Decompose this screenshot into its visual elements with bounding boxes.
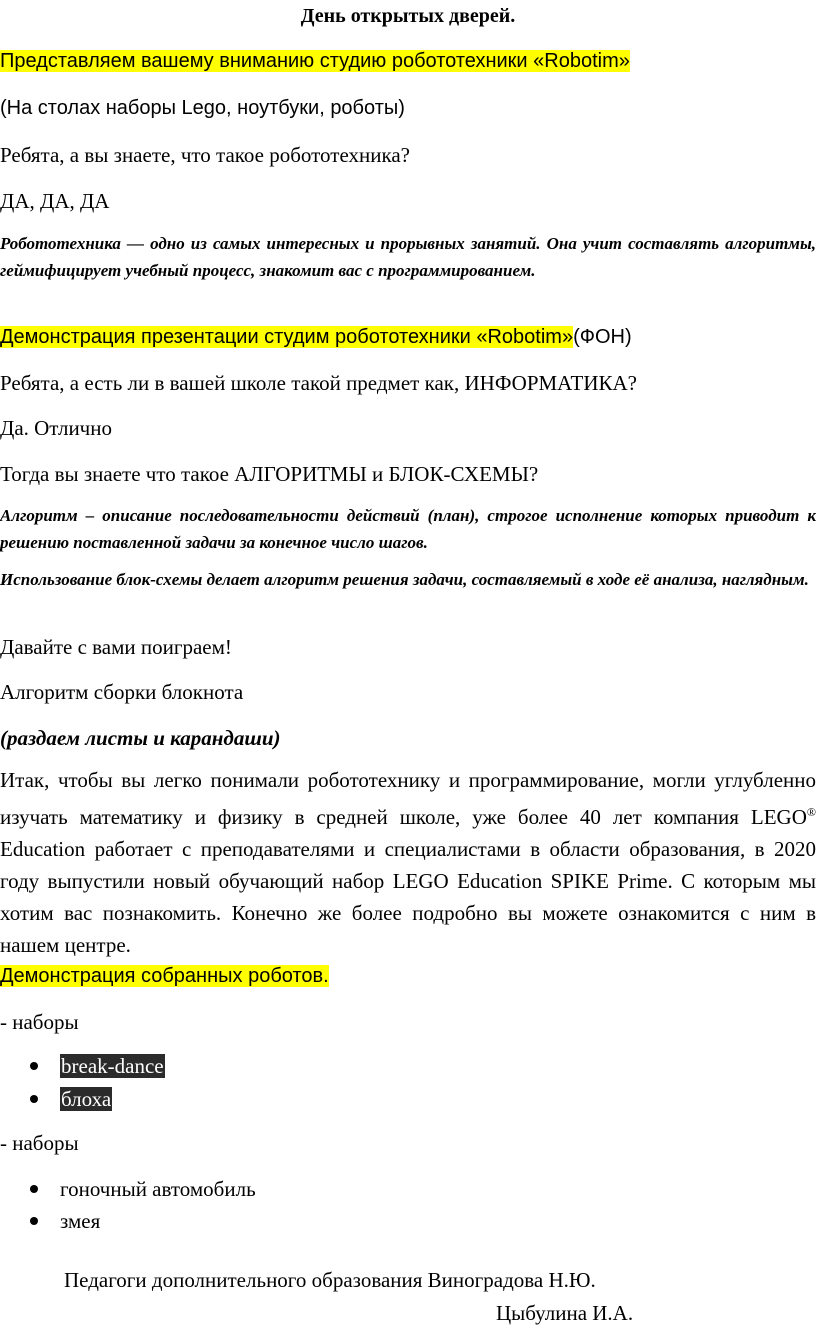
paragraph-question-robotics: Ребята, а вы знаете, что такое робототехника? (0, 143, 411, 167)
bullet-icon (30, 1185, 38, 1193)
signature-teachers: Педагоги дополнительного образования Виноградова Н.Ю. (64, 1268, 596, 1292)
list-item-text: гоночный автомобиль (60, 1177, 256, 1201)
list-item-text: break-dance (61, 1054, 164, 1078)
signature-second-name: Цыбулина И.А. (496, 1301, 634, 1325)
paragraph-answer-yes: ДА, ДА, ДА (0, 189, 110, 213)
list-item-text: блоха (61, 1087, 112, 1111)
list-2-label: - наборы (0, 1131, 79, 1155)
highlighted-text: Демонстрация презентации студим робототехники «Robotim» (0, 326, 574, 348)
paragraph-notebook-algorithm: Алгоритм сборки блокнота (0, 680, 244, 704)
paragraph-intro (0, 47, 816, 74)
list-item (30, 1207, 100, 1235)
bullet-icon (30, 1217, 38, 1225)
list-1-label: - наборы (0, 1010, 79, 1034)
list-item (30, 1175, 256, 1203)
page-title: День открытых дверей. (300, 5, 516, 27)
paragraph-lets-play: Давайте с вами поиграем! (0, 635, 232, 659)
list-item-text: змея (60, 1209, 101, 1233)
paragraph-question-informatics: Ребята, а есть ли в вашей школе такой предмет как, ИНФОРМАТИКА? (0, 371, 637, 395)
paragraph-lego-part2: Education работает с преподавателями и специалистами в области образования, в 2020 году выпустили новый обучающий набор LEGO Education SPIKE Prime. С которым мы хотим вас познакомить. Конечно же более подробно вы можете ознакомится с ним в нашем центре. (0, 837, 816, 957)
paragraph-flowchart-usage: Использование блок-схемы делает алгоритм решения задачи, составляемый в ходе её анализа, наглядным. (0, 570, 809, 589)
paragraph-presentation (0, 323, 816, 350)
highlighted-text: Представляем вашему вниманию студию робототехники «Robotim» (0, 50, 630, 72)
paragraph-robotics-definition: Робототехника — одно из самых интересных и прорывных занятий. Она учит составлять алгоритмы, геймифицирует учебный процесс, знакомит вас с программированием. (0, 234, 816, 280)
list-item (30, 1085, 112, 1113)
paragraph-algorithm-definition: Алгоритм – описание последовательности действий (план), строгое исполнение которых приводит к решению поставленной задачи за конечное число шагов. (0, 506, 816, 552)
highlighted-text: Демонстрация собранных роботов. (0, 965, 329, 987)
list-item (30, 1052, 165, 1080)
paragraph-tables: (На столах наборы Lego, ноутбуки, роботы) (0, 97, 405, 119)
paragraph-handout: (раздаем листы и карандаши) (0, 726, 281, 750)
paragraph-presentation-rest: (ФОН) (573, 326, 632, 348)
paragraph-question-algorithms: Тогда вы знаете что такое АЛГОРИТМЫ и БЛОК-СХЕМЫ? (0, 462, 539, 486)
bullet-icon (30, 1062, 38, 1070)
registered-mark: ® (806, 805, 816, 819)
paragraph-answer-great: Да. Отлично (0, 416, 112, 440)
paragraph-lego-education (0, 764, 816, 961)
paragraph-robots-demo (0, 962, 816, 989)
paragraph-lego-part1: Итак, чтобы вы легко понимали робототехнику и программирование, могли углубленно изучать математику и физику в средней школе, уже более 40 лет компания LEGO (0, 768, 816, 829)
bullet-icon (30, 1095, 38, 1103)
